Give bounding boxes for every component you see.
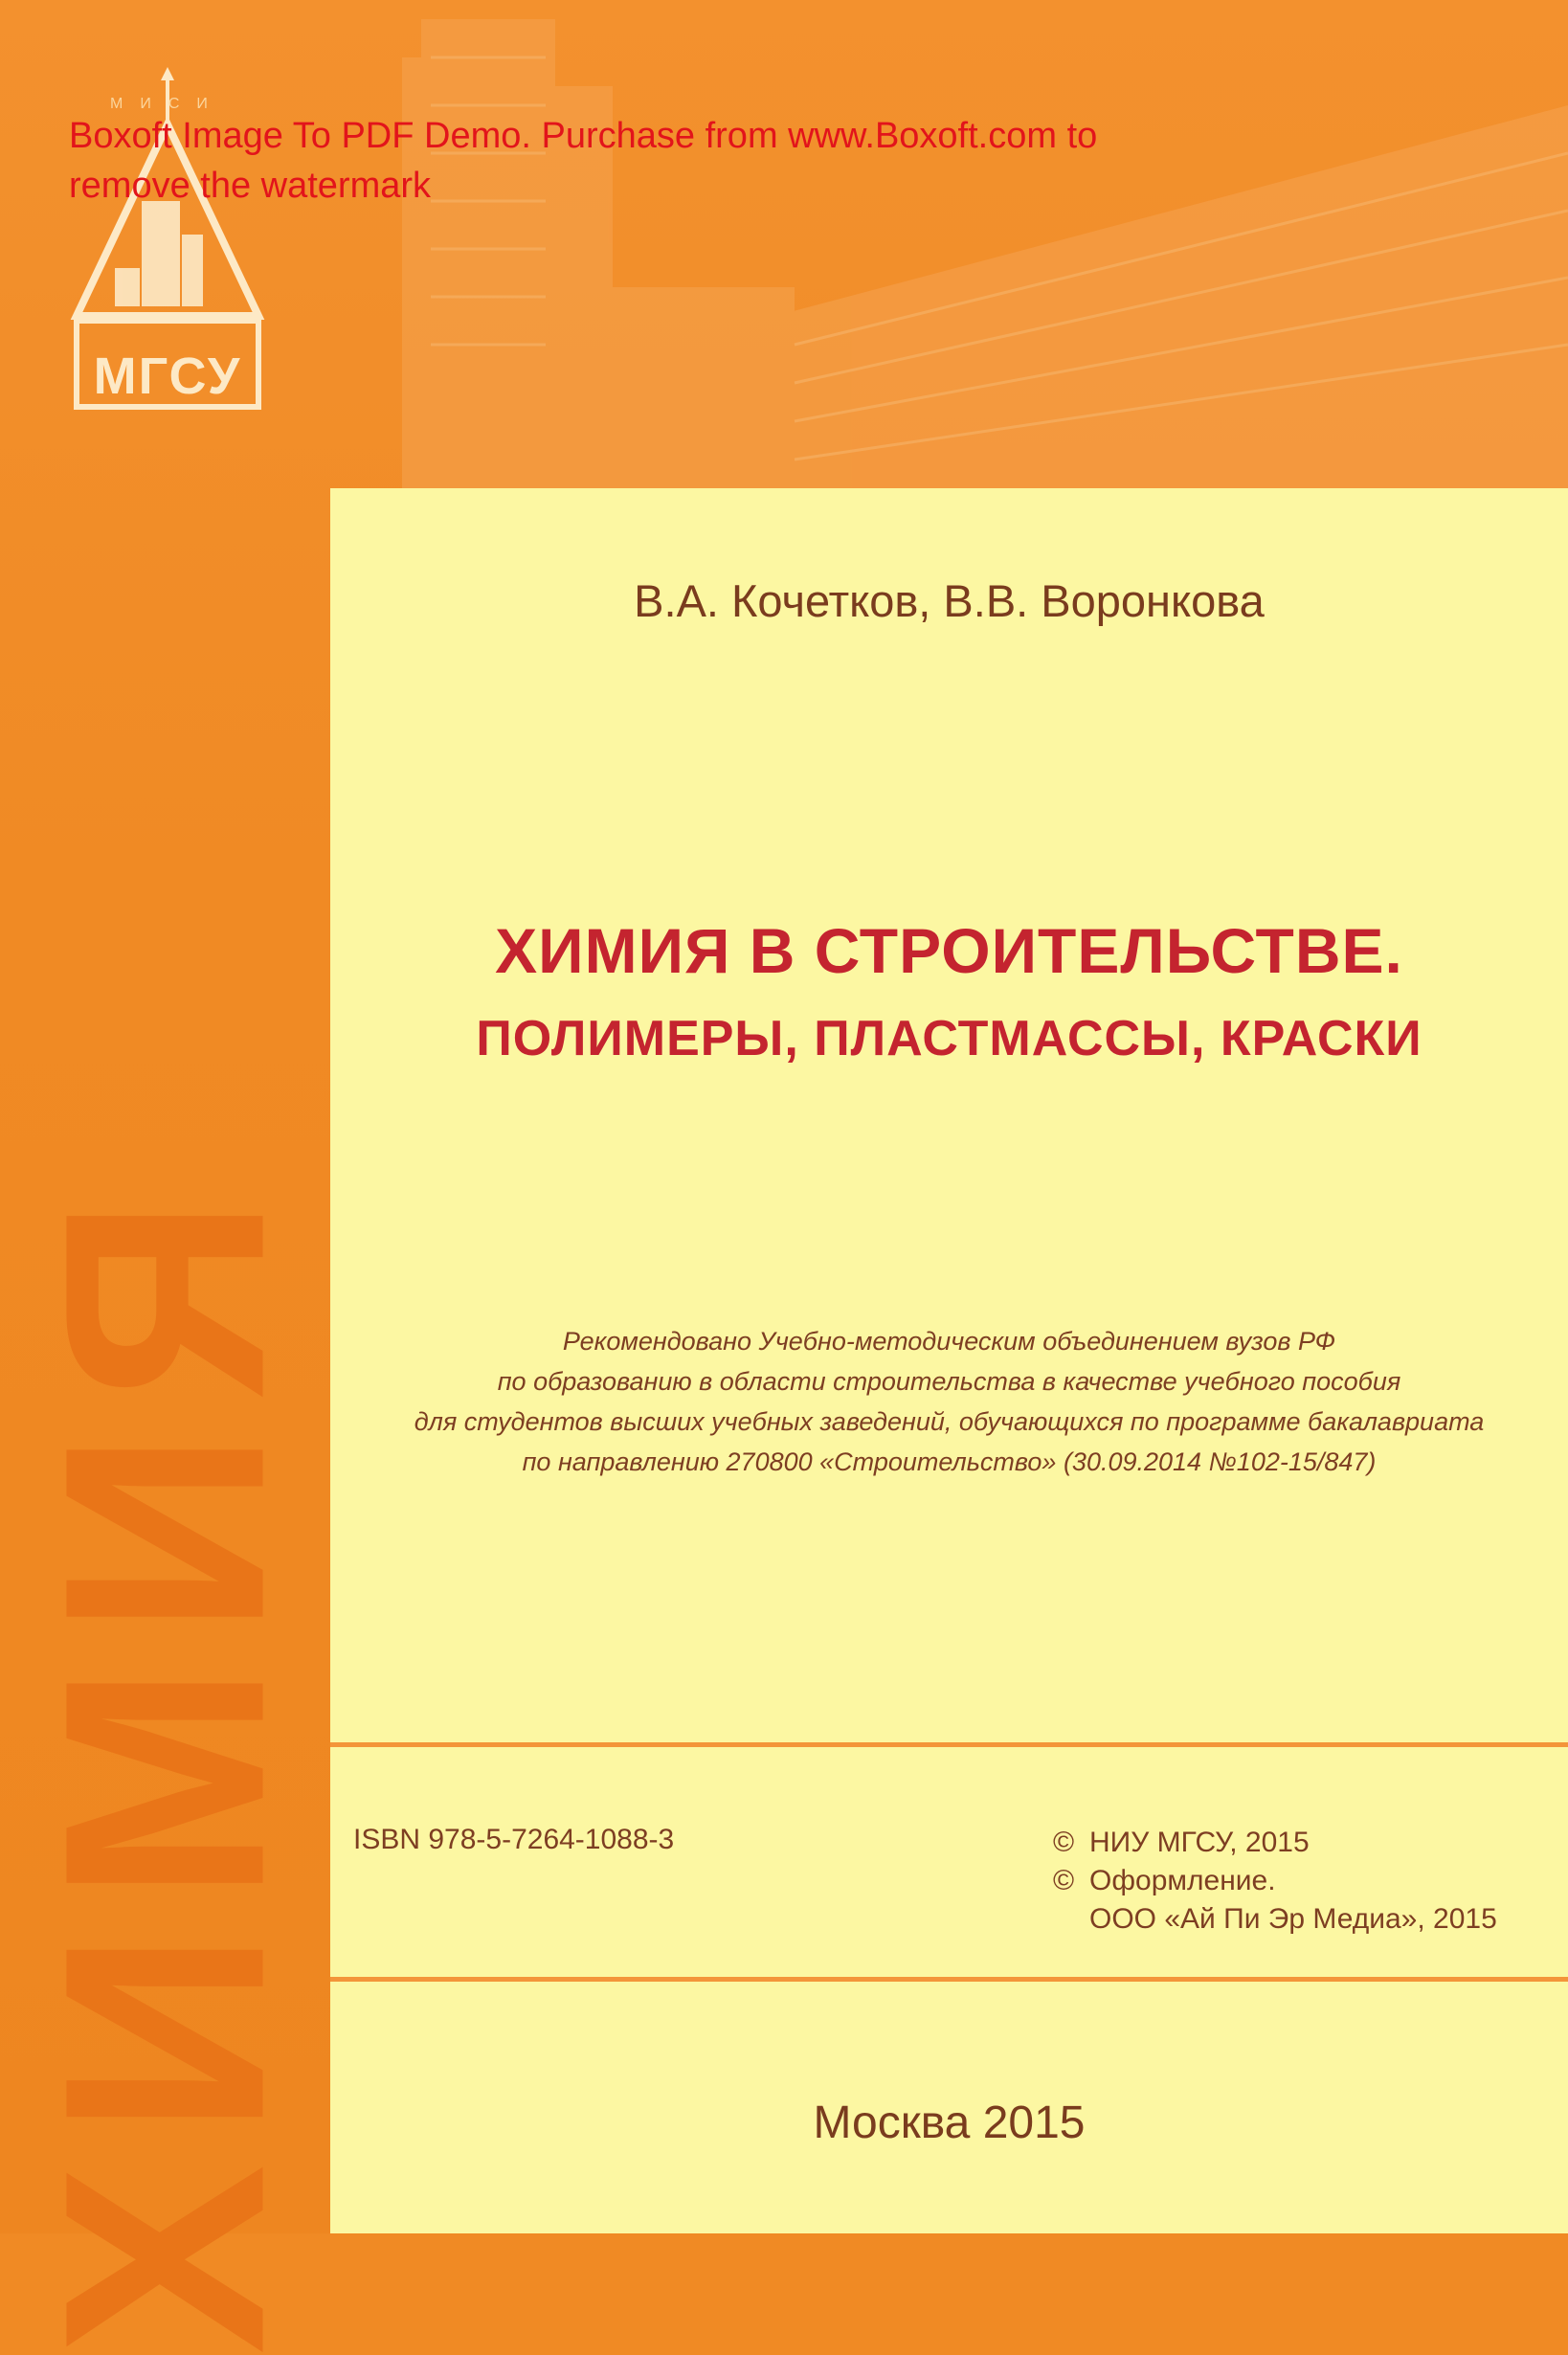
watermark <box>69 111 1313 211</box>
spine-title: ХИМИЯ <box>5 1168 325 2355</box>
spine <box>0 488 330 2355</box>
cover-panel <box>330 488 1568 2233</box>
recommendation-line: по образованию в области строительства в качестве учебного пособия <box>497 1367 1401 1396</box>
copyright-line: НИУ МГСУ, 2015 <box>1089 1827 1310 1858</box>
recommendation-line: для студентов высших учебных заведений, обучающихся по программе бакалавриата <box>414 1407 1485 1436</box>
isbn: ISBN 978-5-7264-1088-3 <box>353 1824 675 1855</box>
copyright-icon: © <box>1053 1827 1075 1858</box>
recommendation-line: Рекомендовано Учебно-методическим объединением вузов РФ <box>562 1327 1336 1356</box>
book-subtitle: ПОЛИМЕРЫ, ПЛАСТМАССЫ, КРАСКИ <box>476 1011 1422 1066</box>
recommendation-line: по направлению 270800 «Строительство» (30.09.2014 №102-15/847) <box>522 1447 1377 1476</box>
book-title: ХИМИЯ В СТРОИТЕЛЬСТВЕ. <box>495 915 1403 986</box>
copyright-block <box>1053 1824 1497 1939</box>
building-illustration <box>316 0 1568 488</box>
divider <box>330 1742 1568 1747</box>
divider <box>330 1977 1568 1982</box>
copyright-icon: © <box>1053 1865 1075 1896</box>
watermark-line: remove the watermark <box>69 166 432 206</box>
copyright-line: Оформление. <box>1089 1865 1276 1896</box>
copyright-line: ООО «Ай Пи Эр Медиа», 2015 <box>1089 1903 1497 1935</box>
logo-name: МГСУ <box>93 348 242 405</box>
logo-abbreviation: МИСИ <box>110 96 225 112</box>
city-year: Москва 2015 <box>813 2097 1086 2148</box>
recommendation-text <box>330 1321 1568 1482</box>
authors: В.А. Кочетков, В.В. Воронкова <box>634 575 1265 626</box>
watermark-line: Boxoft Image To PDF Demo. Purchase from www.Boxoft.com to <box>69 116 1098 156</box>
